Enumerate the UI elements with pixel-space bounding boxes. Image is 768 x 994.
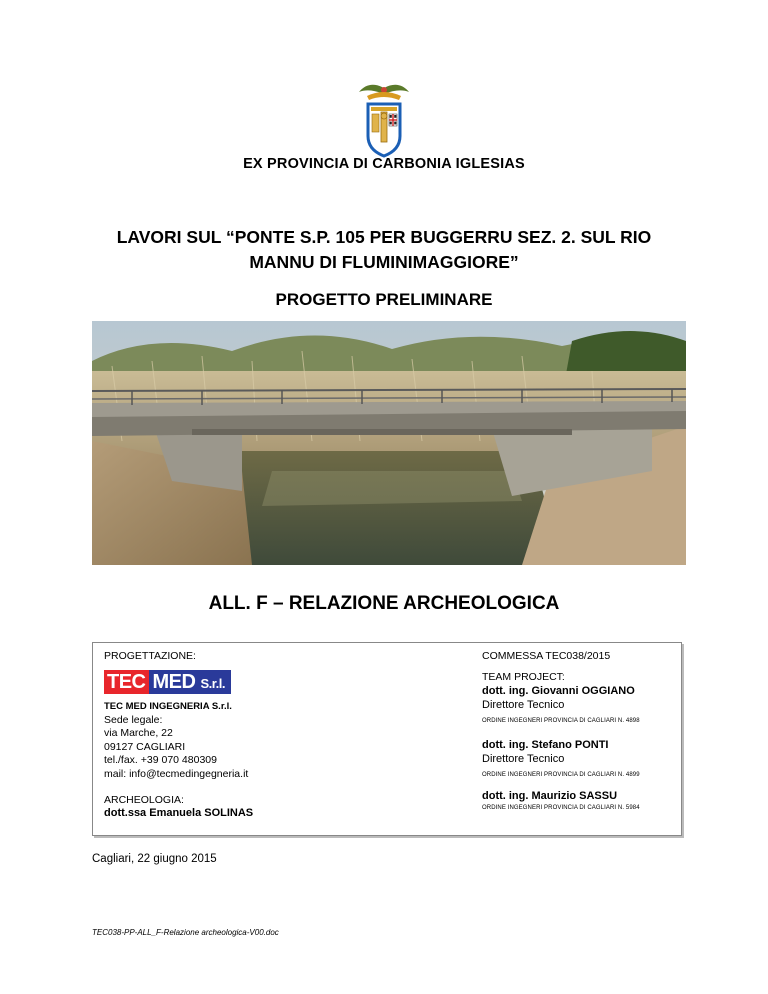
- team-label: TEAM PROJECT:: [482, 671, 565, 683]
- sede-label: Sede legale:: [104, 713, 163, 726]
- province-name: EX PROVINCIA DI CARBONIA IGLESIAS: [243, 156, 525, 172]
- archeologia-label: ARCHEOLOGIA:: [104, 794, 184, 806]
- attachment-title: ALL. F – RELAZIONE ARCHEOLOGICA: [208, 593, 560, 614]
- team-member: [482, 789, 640, 811]
- document-subtitle: PROGETTO PRELIMINARE: [275, 290, 493, 309]
- tecmed-logo: [104, 670, 231, 694]
- company-name: TEC MED INGEGNERIA S.r.l.: [104, 701, 232, 712]
- title-line-2: MANNU DI FLUMINIMAGGIORE”: [249, 252, 519, 272]
- document-filename: TEC038-PP-ALL_F-Relazione archeologica-V00.doc: [92, 928, 279, 937]
- member-registration: ORDINE INGEGNERI PROVINCIA DI CAGLIARI N. 4899: [482, 772, 640, 778]
- team-member: [482, 684, 640, 724]
- logo-med-text: MED: [152, 671, 196, 693]
- address-line-2: 09127 CAGLIARI: [104, 740, 186, 753]
- commessa: COMMESSA TEC038/2015: [482, 650, 611, 662]
- member-name: dott. ing. Stefano PONTI: [482, 739, 609, 751]
- member-registration: ORDINE INGEGNERI PROVINCIA DI CAGLIARI N. 5984: [482, 805, 640, 811]
- member-name: dott. ing. Maurizio SASSU: [482, 790, 618, 802]
- member-role: Direttore Tecnico: [482, 753, 565, 765]
- team-member: [482, 738, 640, 778]
- archeologist-name: dott.ssa Emanuela SOLINAS: [104, 807, 254, 819]
- bridge-photo: [92, 321, 686, 565]
- tel-fax: tel./fax. +39 070 480309: [104, 754, 217, 766]
- progettazione-label: PROGETTAZIONE:: [104, 650, 196, 662]
- title-line-1: LAVORI SUL “PONTE S.P. 105 PER BUGGERRU SEZ. 2. SUL RIO: [116, 227, 652, 247]
- member-registration: ORDINE INGEGNERI PROVINCIA DI CAGLIARI N. 4898: [482, 718, 640, 724]
- logo-srl-text: S.r.l.: [200, 676, 225, 691]
- member-name: dott. ing. Giovanni OGGIANO: [482, 685, 635, 697]
- coat-of-arms-icon: [355, 78, 413, 158]
- address-line-1: via Marche, 22: [104, 727, 173, 739]
- email: mail: info@tecmedingegneria.it: [104, 767, 249, 780]
- member-role: Direttore Tecnico: [482, 699, 565, 711]
- document-date: Cagliari, 22 giugno 2015: [92, 853, 217, 865]
- document-title: [90, 225, 678, 275]
- logo-med-block: [149, 670, 232, 694]
- company-block: [104, 700, 248, 781]
- logo-tec-text: TEC: [107, 671, 146, 693]
